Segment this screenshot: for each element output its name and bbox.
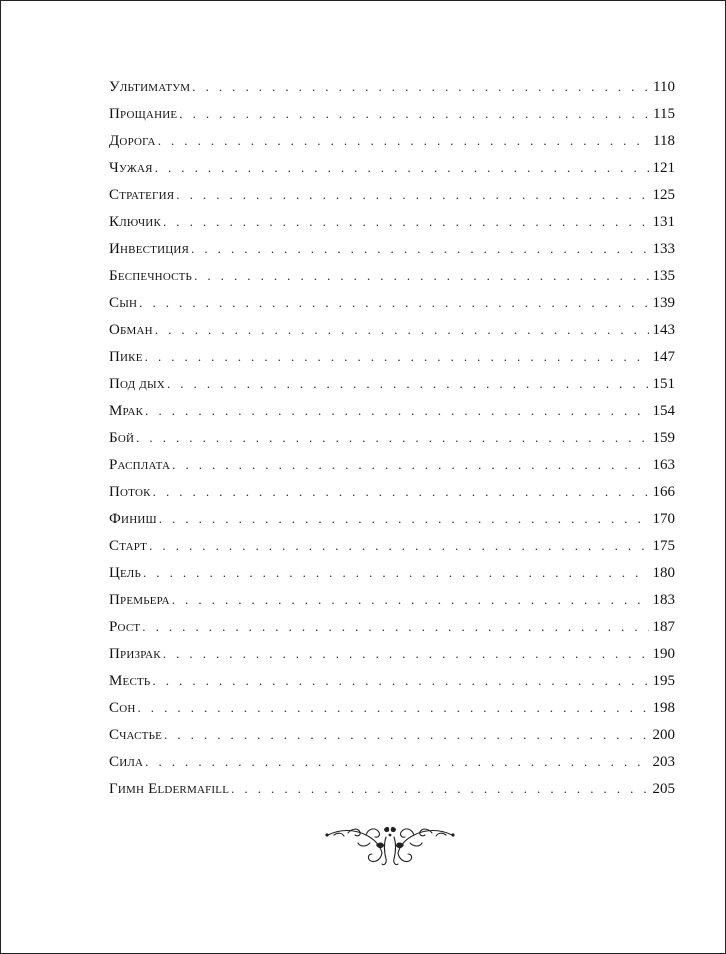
toc-entry-title: Ультиматум <box>109 79 191 95</box>
toc-entry-page-number: 151 <box>652 376 675 392</box>
toc-entry-page-number: 125 <box>652 187 675 203</box>
toc-entry-title: Сон <box>109 700 136 716</box>
toc-entry[interactable] <box>109 127 675 154</box>
toc-entry[interactable] <box>109 667 675 694</box>
toc-entry-page-number: 115 <box>653 106 675 122</box>
toc-entry-title: Сын <box>109 295 138 311</box>
toc-entry-page-number: 131 <box>652 214 675 230</box>
toc-dot-leader <box>153 478 649 505</box>
toc-dot-leader <box>158 127 649 154</box>
toc-dot-leader <box>192 73 649 100</box>
toc-entry-title: Дорога <box>109 133 156 149</box>
toc-entry-page-number: 198 <box>652 700 675 716</box>
toc-entry-title: Месть <box>109 673 151 689</box>
toc-entry-page-number: 180 <box>652 565 675 581</box>
toc-entry-page-number: 175 <box>652 538 675 554</box>
toc-dot-leader <box>145 748 648 775</box>
toc-entry-title: Рост <box>109 619 141 635</box>
toc-entry[interactable] <box>109 397 675 424</box>
toc-dot-leader <box>143 559 649 586</box>
toc-dot-leader <box>179 100 649 127</box>
toc-entry-page-number: 110 <box>653 79 675 95</box>
toc-entry-page-number: 135 <box>652 268 675 284</box>
toc-entry-title: Под дых <box>109 376 165 392</box>
toc-entry-title: Мрак <box>109 403 144 419</box>
toc-entry[interactable] <box>109 262 675 289</box>
toc-dot-leader <box>155 316 649 343</box>
toc-dot-leader <box>172 451 648 478</box>
toc-entry[interactable] <box>109 370 675 397</box>
toc-entry[interactable] <box>109 505 675 532</box>
toc-dot-leader <box>163 640 649 667</box>
toc-entry-title: Финиш <box>109 511 157 527</box>
toc-dot-leader <box>145 397 648 424</box>
toc-entry[interactable] <box>109 613 675 640</box>
toc-entry-title: Обман <box>109 322 153 338</box>
toc-entry-title: Сила <box>109 754 144 770</box>
toc-entry-title: Прощание <box>109 106 178 122</box>
toc-dot-leader <box>142 613 648 640</box>
toc-entry[interactable] <box>109 451 675 478</box>
toc-entry[interactable] <box>109 532 675 559</box>
toc-dot-leader <box>194 262 648 289</box>
toc-dot-leader <box>139 289 648 316</box>
table-of-contents <box>109 73 675 802</box>
toc-entry-page-number: 200 <box>652 727 675 743</box>
toc-dot-leader <box>176 181 648 208</box>
toc-entry[interactable] <box>109 235 675 262</box>
toc-entry-title: Пике <box>109 349 143 365</box>
toc-entry-title: Чужая <box>109 160 153 176</box>
toc-entry[interactable] <box>109 640 675 667</box>
toc-entry-page-number: 170 <box>652 511 675 527</box>
toc-entry-title: Стратегия <box>109 187 175 203</box>
toc-entry-title: Инвестиция <box>109 241 190 257</box>
toc-entry-title: Расплата <box>109 457 171 473</box>
toc-entry-page-number: 203 <box>652 754 675 770</box>
toc-entry[interactable] <box>109 559 675 586</box>
toc-entry-title: Гимн Eldermafill <box>109 781 230 797</box>
toc-dot-leader <box>231 775 648 802</box>
toc-dot-leader <box>149 532 648 559</box>
toc-entry-page-number: 195 <box>652 673 675 689</box>
toc-entry-page-number: 147 <box>652 349 675 365</box>
toc-entry-page-number: 133 <box>652 241 675 257</box>
toc-entry-page-number: 143 <box>652 322 675 338</box>
toc-entry[interactable] <box>109 478 675 505</box>
toc-entry[interactable] <box>109 694 675 721</box>
toc-entry-page-number: 154 <box>652 403 675 419</box>
floral-flourish-icon <box>324 823 456 867</box>
toc-entry[interactable] <box>109 208 675 235</box>
toc-dot-leader <box>167 370 649 397</box>
toc-dot-leader <box>164 721 648 748</box>
toc-entry-title: Старт <box>109 538 148 554</box>
toc-entry-title: Счастье <box>109 727 163 743</box>
toc-entry-title: Ключик <box>109 214 161 230</box>
toc-entry-page-number: 159 <box>652 430 675 446</box>
toc-entry[interactable] <box>109 775 675 802</box>
toc-entry[interactable] <box>109 316 675 343</box>
toc-entry-page-number: 118 <box>653 133 675 149</box>
toc-entry[interactable] <box>109 100 675 127</box>
toc-entry-page-number: 163 <box>652 457 675 473</box>
toc-entry[interactable] <box>109 748 675 775</box>
toc-dot-leader <box>136 424 648 451</box>
toc-entry[interactable] <box>109 343 675 370</box>
toc-dot-leader <box>152 667 648 694</box>
toc-entry-title: Бой <box>109 430 135 446</box>
toc-dot-leader <box>163 208 649 235</box>
toc-entry-title: Призрак <box>109 646 161 662</box>
toc-entry-page-number: 139 <box>652 295 675 311</box>
toc-entry-title: Беспечность <box>109 268 193 284</box>
toc-entry[interactable] <box>109 289 675 316</box>
toc-dot-leader <box>145 343 649 370</box>
toc-entry-title: Поток <box>109 484 151 500</box>
toc-entry[interactable] <box>109 73 675 100</box>
toc-entry[interactable] <box>109 586 675 613</box>
toc-entry[interactable] <box>109 154 675 181</box>
toc-entry-page-number: 205 <box>652 781 675 797</box>
toc-entry-title: Премьера <box>109 592 170 608</box>
toc-entry-page-number: 121 <box>652 160 675 176</box>
toc-dot-leader <box>155 154 649 181</box>
toc-entry-page-number: 166 <box>652 484 675 500</box>
toc-dot-leader <box>191 235 648 262</box>
toc-entry[interactable] <box>109 181 675 208</box>
toc-entry[interactable] <box>109 721 675 748</box>
toc-dot-leader <box>172 586 649 613</box>
toc-entry-title: Цель <box>109 565 141 581</box>
toc-entry[interactable] <box>109 424 675 451</box>
toc-entry-page-number: 187 <box>652 619 675 635</box>
toc-dot-leader <box>159 505 649 532</box>
toc-entry-page-number: 190 <box>652 646 675 662</box>
toc-entry-page-number: 183 <box>652 592 675 608</box>
toc-dot-leader <box>138 694 649 721</box>
